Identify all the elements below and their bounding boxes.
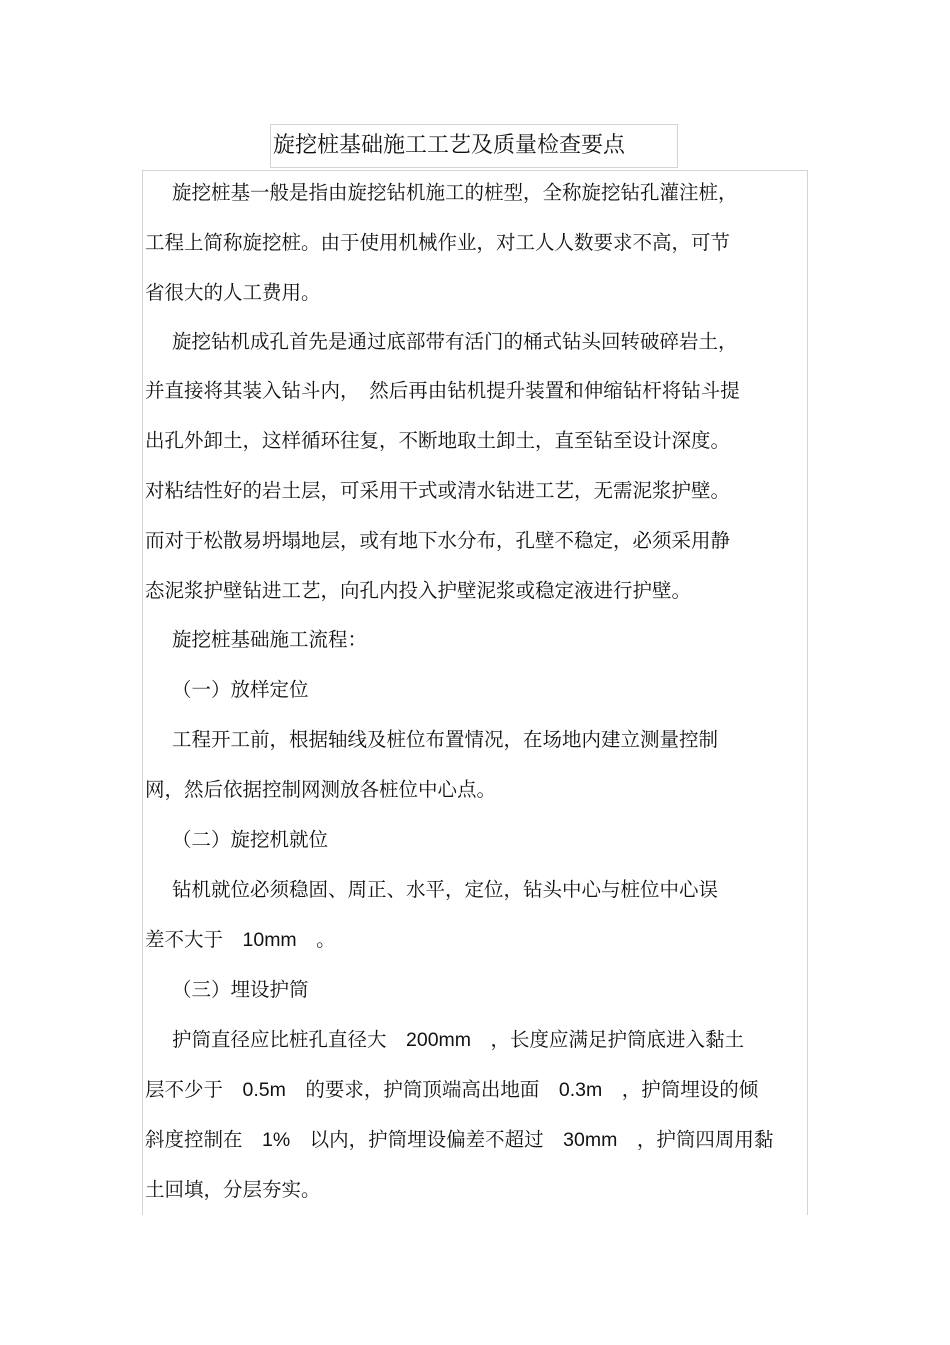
document-title: 旋挖桩基础施工工艺及质量检查要点 <box>273 133 626 158</box>
paragraph-line: 而对于松散易坍塌地层，或有地下水分布，孔壁不稳定，必须采用静 <box>145 529 731 552</box>
section-heading: （二）旋挖机就位 <box>172 828 329 851</box>
section-heading: （三）埋设护筒 <box>172 978 309 1001</box>
paragraph-line: 护筒直径应比桩孔直径大 200mm ，长度应满足护筒底进入黏土 <box>172 1029 745 1051</box>
paragraph-line: 态泥浆护壁钻进工艺，向孔内投入护壁泥浆或稳定液进行护壁。 <box>145 579 692 602</box>
paragraph-line: 工程上简称旋挖桩。由于使用机械作业，对工人人数要求不高，可节 <box>145 231 731 254</box>
section-heading: （一）放样定位 <box>172 678 309 701</box>
paragraph-line: 土回填，分层夯实。 <box>145 1178 321 1201</box>
paragraph-line: 网，然后依据控制网测放各桩位中心点。 <box>145 778 497 801</box>
paragraph-line: 工程开工前，根据轴线及桩位布置情况，在场地内建立测量控制 <box>172 728 719 751</box>
paragraph-line: 旋挖桩基一般是指由旋挖钻机施工的桩型，全称旋挖钻孔灌注桩， <box>172 181 738 204</box>
paragraph-line: 对粘结性好的岩土层，可采用干式或清水钻进工艺，无需泥浆护壁。 <box>145 479 731 502</box>
paragraph-line: 出孔外卸土，这样循环往复，不断地取土卸土，直至钻至设计深度。 <box>145 429 731 452</box>
paragraph-line: 旋挖钻机成孔首先是通过底部带有活门的桶式钻头回转破碎岩土， <box>172 330 738 353</box>
paragraph-line: 层不少于 0.5m 的要求，护筒顶端高出地面 0.3m ，护筒埋设的倾 <box>145 1079 759 1101</box>
paragraph-line: 并直接将其装入钻斗内， 然后再由钻机提升装置和伸缩钻杆将钻斗提 <box>145 379 740 402</box>
paragraph-line: 斜度控制在 1% 以内，护筒埋设偏差不超过 30mm ，护筒四周用黏 <box>145 1129 774 1151</box>
paragraph-line: 差不大于 10mm 。 <box>145 929 336 951</box>
paragraph-line: 钻机就位必须稳固、周正、水平，定位，钻头中心与桩位中心误 <box>172 878 719 901</box>
section-heading: 旋挖桩基础施工流程： <box>172 628 368 651</box>
paragraph-line: 省很大的人工费用。 <box>145 281 321 304</box>
